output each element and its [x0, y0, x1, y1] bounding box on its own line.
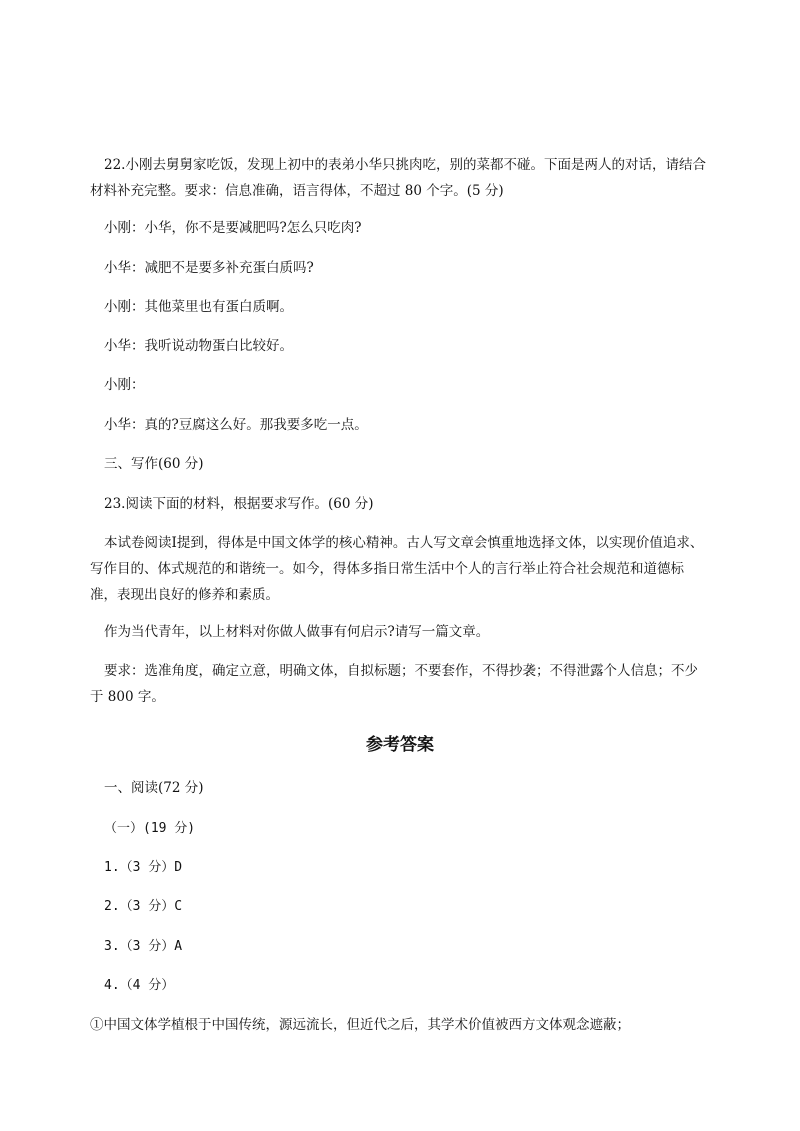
q23-task: 作为当代青年，以上材料对你做人做事有何启示?请写一篇文章。	[104, 624, 490, 640]
answer-item: 4.（4 分）	[104, 978, 175, 993]
answer-item: 3.（3 分）A	[104, 939, 183, 954]
dialogue-line: 小华：减肥不是要多补充蛋白质吗?	[104, 260, 314, 276]
q23-requirements: 要求：选准角度，确定立意，明确文体，自拟标题；不要套作，不得抄袭；不得泄露个人信息；不少于 800 字。	[90, 663, 698, 705]
answers-title: 参考答案	[366, 735, 434, 755]
q22-prompt: 22.小刚去舅舅家吃饭，发现上初中的表弟小华只挑肉吃，别的菜都不碰。下面是两人的对话，请结合材料补充完整。要求：信息准确，语言得体，不超过 80 个字。(5 分)	[90, 157, 706, 199]
answer-item: 1.（3 分）D	[104, 860, 183, 875]
dialogue-line: 小刚：小华，你不是要减肥吗?怎么只吃肉?	[104, 220, 362, 236]
answer-point-1: ①中国文体学植根于中国传统，源远流长，但近代之后，其学术价值被西方文体观念遮蔽；	[90, 1017, 630, 1033]
answers-part-1: （一）(19 分)	[104, 821, 196, 836]
section-3-heading: 三、写作(60 分)	[104, 456, 204, 472]
q23-material: 本试卷阅读Ⅰ提到，得体是中国文体学的核心精神。古人写文章会慎重地选择文体，以实现价值追求、写作目的、体式规范的和谐统一。如今，得体多指日常生活中个人的言行举止符合社会规范和道德标准，表现出良好的修养和素质。	[90, 535, 704, 603]
answer-item: 2.（3 分）C	[104, 899, 183, 914]
dialogue-line: 小华：真的?豆腐这么好。那我要多吃一点。	[104, 417, 368, 433]
answers-section-1: 一、阅读(72 分)	[104, 780, 204, 796]
q23-prompt: 23.阅读下面的材料，根据要求写作。(60 分)	[104, 496, 374, 512]
dialogue-line: 小华：我听说动物蛋白比较好。	[104, 338, 293, 354]
dialogue-line: 小刚：	[104, 377, 145, 393]
dialogue-line: 小刚：其他菜里也有蛋白质啊。	[104, 299, 293, 315]
